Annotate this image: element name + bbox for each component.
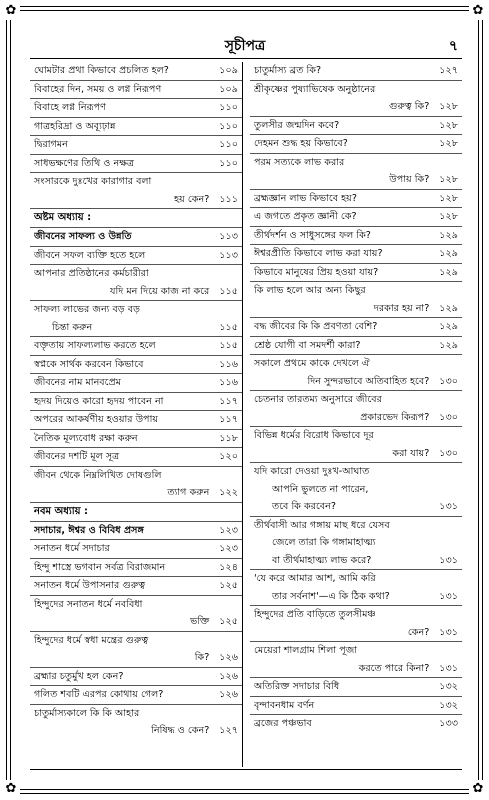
toc-entry [30,319,242,338]
toc-entry-page: ১১৭ [219,395,238,407]
toc-entry-title: বিবাহের দিন, সময় ও লগ্ন নিরূপণ [34,83,162,95]
toc-entry-page: ১৩১ [439,662,458,674]
toc-entry-title: দেহমন শুদ্ধ হয় কিভাবে? [254,138,348,149]
toc-entry [250,227,462,246]
toc-entry [30,705,242,723]
toc-entry-page: ১২৯ [439,339,458,351]
toc-entry-title: কিভাবে মানুষের প্রিয় হওয়া যায়? [254,266,379,278]
toc-entry-page: ১২৫ [219,580,238,591]
toc-entry-page: ১২৪ [219,561,238,573]
toc-entry-title: সদাচার, ঈশ্বর ও বিবিধ প্রসঙ্গ [34,524,144,536]
toc-entry-title: বিভিন্ন ধর্মের বিরোধ কিভাবে দূর [254,430,374,441]
toc-entry-title: গুরুত্ব কি? [389,101,430,112]
toc-entry-title: ত্যাগ করুন [167,487,210,498]
toc-entry-page: ১১৫ [219,285,238,297]
toc-entry [30,577,242,596]
toc-entry-title: তার সর্বনাশ'—এ কি ঠিক কথা? [272,590,390,602]
toc-entry-page: ১১৩ [219,231,238,242]
toc-entry-title: হৃদয় দিয়েও কারো হৃদয় পাবেন না [34,395,164,407]
toc-entry-title: জীবন থেকে নিম্নলিখিত দোষগুলি [34,469,162,481]
toc-entry [30,540,242,559]
toc-entry-title: বক্তৃতায় সাফল্যলাভ করতে হলে [34,340,156,351]
toc-entry [250,481,462,499]
toc-entry-page: ১৩০ [439,447,458,459]
toc-entry-title: শ্রীকৃষ্ণের পুষ্যাভিষেক অনুষ্ঠানের [254,83,376,95]
toc-entry-title: প্রকারভেদ কিরূপ? [360,411,430,423]
toc-entry-title: বিবাহে লগ্ন নিরূপণ [34,102,106,113]
toc-entry-title: দ্বিরাগমন [34,139,68,150]
toc-entry-title: জীবনে সফল ব্যক্তি হতে হলে [34,249,146,261]
toc-entry-title: শ্রেষ্ঠ যোগী বা সমদর্শী কারা? [254,339,361,351]
toc-right-column [250,62,462,767]
toc-entry-page: ১২৬ [219,652,238,663]
toc-entry [250,391,462,409]
toc-entry [250,135,462,154]
toc-entry-title: ব্রহ্মজ্ঞান লাভ কিভাবে হয়? [254,192,357,204]
toc-entry [250,208,462,227]
toc-entry-page: ১৩২ [439,699,458,711]
toc-entry-page: ১২৮ [439,192,458,204]
toc-entry-title: কেন? [407,626,430,638]
toc-entry [30,62,242,81]
toc-entry [250,642,462,660]
toc-left-column [30,62,243,767]
toc-entry-page: ১২৯ [439,302,458,314]
toc-entry-title: তুলসীর জন্মদিন কবে? [254,119,340,131]
toc-entry [250,300,462,319]
toc-entry-title: সাফল্য লাভের জন্য বড় বড় [34,304,140,315]
toc-entry [250,715,462,733]
toc-entry-page: ১৩১ [439,554,458,566]
toc-entry-page: ১২৮ [439,211,458,222]
toc-entry-page: ১৩০ [439,375,458,387]
toc-entry-page: ১২৯ [439,248,458,259]
toc-entry [250,445,462,464]
toc-entry-page: ১১০ [219,139,238,150]
toc-entry-title: নিষিদ্ধ ও কেন? [151,725,210,736]
toc-entry-page: ১২২ [219,487,238,498]
toc-entry [30,649,242,668]
toc-entry [250,282,462,300]
toc-entry-title: আপনি ভুলতে না পারেন, [272,483,369,495]
toc-entry-title: 'যে করে আমার আশ, আমি করি [254,573,376,584]
toc-entry [250,154,462,172]
toc-entry-page: ১৩০ [439,411,458,423]
toc-entry-page: ১১০ [219,102,238,113]
toc-entry [30,173,242,191]
toc-entry-title: সনাতন ধর্মে সদাচার [34,543,110,554]
toc-entry [30,247,242,266]
section-heading: অষ্টম অধ্যায় : [30,209,242,228]
footer-rule [30,769,462,770]
toc-entry [30,596,242,614]
toc-entry [250,624,462,643]
toc-entry-title: দিন সুন্দরভাবে অতিবাহিত হবে? [307,375,430,387]
toc-entry-title: চাতুর্মাস্য ব্রত কি? [254,65,322,76]
toc-entry [250,570,462,588]
toc-entry-title: জীবনের সাফল্য ও উন্নতি [34,231,132,242]
toc-entry-page: ১২৮ [439,138,458,149]
toc-entry-page: ১২৫ [219,616,238,627]
toc-entry-title: ঘোমটার প্রথা কিভাবে প্রচলিত হল? [34,65,169,76]
toc-entry-title: বা তীর্থমাহাত্ম্য লাভ করে? [272,554,372,566]
corner-ornament-top-left: ✿ [2,2,20,20]
toc-entry [250,171,462,190]
toc-entry-title: হিন্দুদের প্রতি বাড়িতে তুলসীমঞ্চ [254,609,376,620]
toc-entry-page: ১০৯ [219,83,238,95]
toc-entry-title: হিন্দুদের সনাতন ধর্মে নববিধা [34,598,143,610]
toc-entry-title: হিন্দুদের ধর্মে স্বধা মন্ত্রের গুরুত্ব [34,634,149,646]
toc-entry-page: ১৩৩ [439,718,458,729]
corner-ornament-bottom-right: ✿ [469,780,487,798]
toc-entry [30,228,242,247]
toc-entry [30,283,242,302]
toc-entry [250,337,462,356]
toc-entry-page: ১২৬ [219,689,238,700]
toc-entry [250,606,462,624]
toc-entry-page: ১১৫ [219,340,238,351]
toc-entry [250,552,462,571]
toc-entry-page: ১৩১ [439,590,458,602]
toc-entry-title: ব্রহ্মার চতুর্মুখ হল কেন? [34,670,124,682]
toc-entry-title: কি? [194,652,210,663]
toc-entry-title: ভক্তি [190,616,210,627]
toc-entry [250,517,462,535]
toc-entry [30,155,242,174]
toc-entry [30,484,242,503]
toc-entry-title: হিন্দু শাস্ত্রে ভগবান সর্বত্র বিরাজমান [34,561,166,573]
toc-entry-title: দরকার হয় না? [373,302,430,314]
toc-entry-page: ১১১ [219,193,238,205]
toc-entry-page: ১১৬ [219,377,238,388]
toc-entry [250,245,462,264]
toc-entry-page: ১২৩ [219,543,238,554]
toc-entry-title: জীবনের নাম মানবপ্রেম [34,377,121,388]
toc-entry-title: ঈশ্বরপ্রীতি কিভাবে লাভ করা যায়? [254,248,383,259]
toc-entry [250,62,462,81]
toc-entry-title: উপায় কি? [389,174,430,185]
toc-entry-page: ১১৩ [219,249,238,261]
toc-entry-title: করতে পারে কিনা? [358,662,430,674]
toc-entry [250,463,462,481]
toc-entry-page: ১২৯ [439,229,458,241]
toc-entry [250,588,462,607]
toc-entry-page: ১২৯ [439,266,458,278]
toc-entry [250,355,462,373]
toc-entry [30,118,242,137]
toc-entry [30,337,242,356]
toc-entry [250,409,462,428]
toc-entry-page: ১৩১ [439,626,458,638]
toc-entry [30,668,242,687]
toc-entry-title: সংসারকে দুঃখের কারাগার বলা [34,176,152,187]
toc-entry-title: সাধভক্ষণের তিথি ও নক্ষত্র [34,157,135,169]
toc-entry-title: বৃন্দাবনধাম বর্ণন [254,699,315,711]
toc-entry [30,686,242,705]
toc-entry-title: অপরের আকর্ষণীয় হওয়ার উপায় [34,414,159,425]
toc-entry-title: চাতুর্মাস্যকালে কি কি আহার [34,707,140,719]
toc-entry [250,264,462,283]
toc-entry-title: চিন্তা করুন [52,321,93,333]
toc-entry-title: পরম সত্যকে লাভ করার [254,156,345,168]
toc-entry-title: স্বপ্নকে সার্থক করবেন কিভাবে [34,358,144,370]
toc-entry [30,522,242,541]
toc-entry [250,498,462,517]
toc-entry-page: ১৩২ [439,681,458,692]
toc-entry-title: সকালে প্রথমে কাকে দেখলে ঐ [254,358,370,369]
toc-entry-title: অতিরিক্ত সদাচার বিধি [254,681,340,692]
toc-entry-title: গাত্রহরিদ্রা ও অব্যূঢ়ান্ন [34,120,116,132]
section-heading: নবম অধ্যায় : [30,503,242,522]
toc-entry [30,448,242,467]
toc-entry-page: ১২৮ [439,174,458,185]
toc-entry [250,318,462,337]
toc-entry [30,722,242,740]
toc-entry [250,81,462,99]
toc-entry-title: সনাতন ধর্মে উপাসনার গুরুত্ব [34,580,146,591]
toc-entry-title: নৈতিক মূল্যবোধ রক্ষা করুন [34,432,138,444]
toc-entry-title: জীবনের দশটি মূল সূত্র [34,451,120,462]
toc-entry [30,136,242,155]
toc-entry-title: যদি মন দিয়ে কাজ না করে [109,285,210,297]
toc-entry [30,393,242,412]
toc-entry-title: এ জগতে প্রকৃত জ্ঞানী কে? [254,211,357,222]
toc-entry [30,632,242,650]
page-number: ৭ [448,38,458,54]
toc-entry-title: করা যায়? [392,447,430,459]
toc-entry-title: তীর্থদর্শন ও সাধুসঙ্গের ফল কি? [254,229,371,241]
toc-entry-title: বদ্ধ জীবের কি কি প্রবণতা বেশি? [254,321,378,332]
toc-entry-page: ১২৭ [439,65,458,76]
toc-entry [30,559,242,578]
corner-ornament-bottom-left: ✿ [2,780,20,798]
toc-entry [250,117,462,136]
toc-entry-title: চেতনার তারতম্য অনুসারে জীবের [254,394,382,405]
toc-entry-page: ১১৮ [219,432,238,444]
toc-entry [30,356,242,375]
toc-entry [30,81,242,100]
toc-entry-title: তীর্থবাসী আর গঙ্গায় মাছ ধরে যেসব [254,519,390,531]
toc-entry-page: ১০৯ [219,65,238,76]
toc-entry-title: জেলে তারা কি গঙ্গামাহাত্ম্য [272,537,376,548]
toc-entry-page: ১১৬ [219,358,238,370]
toc-entry-title: ব্রজের পঞ্চভাব [254,718,312,729]
toc-entry [250,678,462,697]
header-rule [30,58,462,59]
toc-entry-title: হয় কেন? [174,193,210,205]
toc-entry-page: ১২৬ [219,670,238,682]
toc-entry-page: ১২৮ [439,101,458,112]
toc-entry-page: ১১৫ [219,321,238,333]
toc-entry-page: ১২৮ [439,119,458,131]
toc-entry [30,374,242,393]
toc-entry [30,430,242,449]
toc-columns [30,62,462,767]
toc-entry [30,411,242,430]
toc-entry-title: কি লাভ হলে আর অন্য কিছুর [254,285,366,296]
page-title: সূচীপত্র [224,38,266,54]
toc-entry-title: তবে কি করবেন? [272,501,336,512]
toc-entry-title: গলিত শবটি এরপর কোথায় গেল? [34,689,164,700]
toc-entry-page: ১২০ [219,451,238,462]
toc-entry-page: ১২৯ [439,321,458,332]
toc-entry-title: আপনার প্রতিষ্ঠানের কর্মচারীরা [34,268,149,279]
page-header [30,32,460,58]
toc-entry [30,99,242,118]
toc-entry [250,98,462,117]
toc-entry-page: ১১৭ [219,414,238,425]
corner-ornament-top-right: ✿ [469,2,487,20]
toc-entry [30,613,242,632]
toc-entry [30,467,242,485]
toc-entry [250,190,462,209]
toc-entry-page: ১২৩ [219,524,238,536]
toc-entry [250,660,462,679]
toc-entry-page: ১১০ [219,157,238,169]
toc-entry [250,427,462,445]
toc-entry [250,373,462,392]
toc-entry-title: যদি কারো দেওয়া দুঃখ-আঘাত [254,466,370,477]
toc-entry [30,301,242,319]
toc-entry [30,191,242,210]
toc-entry [250,534,462,552]
toc-entry-page: ১৩১ [439,501,458,512]
toc-entry-page: ১২৭ [219,725,238,736]
toc-entry [250,697,462,716]
toc-entry-title: মেয়েরা শালগ্রাম শিলা পূজা [254,645,358,656]
toc-entry [30,265,242,283]
toc-entry-page: ১১০ [219,120,238,132]
